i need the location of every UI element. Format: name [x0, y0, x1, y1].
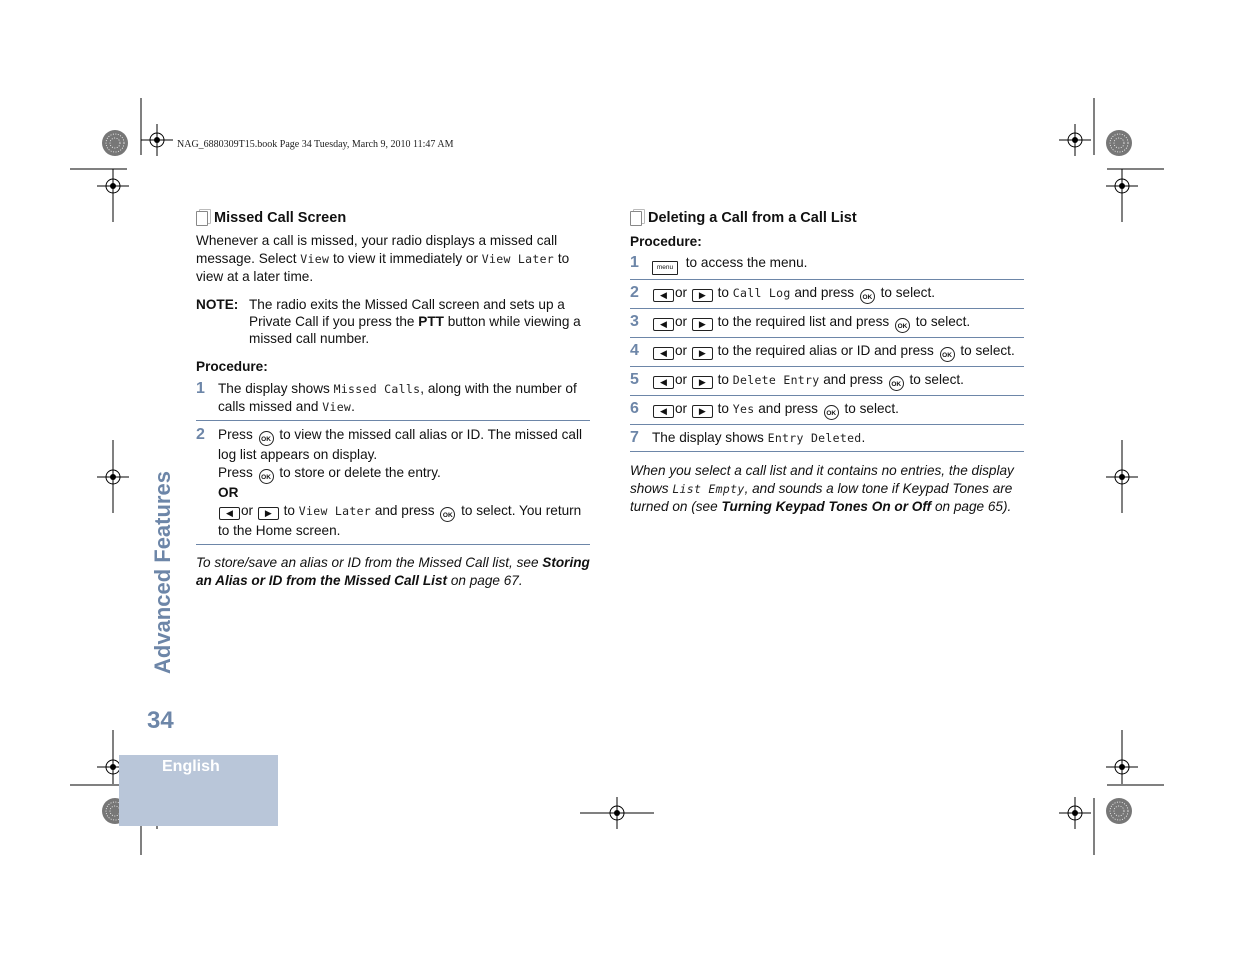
ok-button-icon: OK: [259, 469, 274, 484]
right-arrow-key-icon: ▶: [692, 318, 713, 331]
step-number: 7: [630, 429, 639, 446]
step-text-part: and press: [823, 372, 883, 387]
ok-button-icon: OK: [259, 431, 274, 446]
section-icon: [630, 211, 642, 226]
step-number: 6: [630, 400, 639, 417]
step-text-part: and press: [794, 285, 855, 300]
step-text-part: to the required alias or ID and press: [717, 343, 934, 358]
list-item: [196, 426, 590, 545]
display-text-view: View: [300, 252, 330, 266]
left-arrow-key-icon: ◀: [653, 405, 674, 418]
ok-button-icon: OK: [940, 347, 955, 362]
left-arrow-key-icon: ◀: [653, 289, 674, 302]
step-number: 3: [630, 313, 639, 330]
ok-button-icon: OK: [860, 289, 875, 304]
step-text: [652, 400, 1024, 420]
ok-button-icon: OK: [895, 318, 910, 333]
step-text-part: to: [283, 503, 295, 518]
list-item: [630, 371, 1024, 396]
step-text-part: and press: [758, 401, 818, 416]
note-text-part: button while viewing a missed call number.: [249, 314, 581, 346]
list-item: [630, 254, 1024, 280]
step-text-part: Press: [218, 465, 253, 480]
left-arrow-key-icon: ◀: [653, 347, 674, 360]
left-column: [196, 210, 590, 590]
step-text-part: , along with the number of calls missed and: [218, 381, 577, 414]
step-text-part: or: [241, 503, 254, 518]
footer-text: on page 67.: [447, 573, 523, 588]
left-arrow-key-icon: ◀: [653, 376, 674, 389]
step-number: 2: [196, 426, 205, 443]
starburst-mark: [102, 130, 128, 156]
step-text: [652, 342, 1024, 362]
left-arrow-key-icon: ◀: [219, 507, 240, 520]
step-text-part: to select. You return to the Home screen.: [218, 503, 582, 538]
step-text: [218, 426, 590, 540]
step-text: [652, 284, 1024, 304]
step-text-part: .: [351, 399, 355, 414]
display-text-view-later: View Later: [481, 252, 555, 266]
note-block: [196, 296, 590, 347]
step-text-part: to view the missed call alias or ID. The missed call log list appears on display.: [218, 427, 583, 462]
footer-note: [630, 462, 1024, 516]
step-number: 1: [630, 254, 639, 271]
starburst-mark: [1106, 798, 1132, 824]
step-number: 5: [630, 371, 639, 388]
page-header: NAG_6880309T15.book Page 34 Tuesday, March 9, 2010 11:47 AM: [177, 139, 454, 150]
section-icon: [196, 211, 208, 226]
note-label: NOTE:: [196, 297, 239, 312]
note-text: [249, 296, 590, 347]
display-text-missed-calls: Missed Calls: [333, 382, 421, 396]
display-text-view-later: View Later: [298, 504, 372, 518]
step-text-part: and press: [374, 503, 435, 518]
crosshair-mark: [141, 124, 173, 156]
procedure-label: Procedure:: [630, 234, 702, 249]
ok-button-icon: OK: [889, 376, 904, 391]
section-title: [196, 210, 590, 226]
intro-text: to view at a later time.: [196, 251, 570, 284]
right-arrow-key-icon: ▶: [692, 376, 713, 389]
note-text-part: The radio exits the Missed Call screen and sets up a Private Call if you press the: [249, 297, 565, 329]
left-arrow-key-icon: ◀: [653, 318, 674, 331]
step-text-part: to select.: [915, 314, 971, 329]
step-text-part: to: [717, 401, 729, 416]
step-text-part: The display shows: [652, 430, 768, 445]
display-text-list-empty: List Empty: [672, 482, 745, 496]
section-title: [630, 210, 1024, 226]
right-arrow-key-icon: ▶: [258, 507, 279, 520]
display-text-yes: Yes: [732, 402, 755, 416]
step-text-part: to select.: [960, 343, 1015, 358]
step-text-part: to select.: [844, 401, 899, 416]
or-label: OR: [218, 485, 239, 500]
section-side-label: Advanced Features: [150, 471, 175, 674]
cross-reference-link[interactable]: Turning Keypad Tones On or Off: [721, 499, 932, 514]
language-label: English: [162, 758, 220, 775]
display-text-delete-entry: Delete Entry: [732, 373, 820, 387]
step-text-part: to the required list and press: [717, 314, 890, 329]
crosshair-mark: [1059, 797, 1091, 829]
display-text-entry-deleted: Entry Deleted: [767, 431, 862, 445]
display-text-call-log: Call Log: [732, 286, 791, 300]
list-item: [630, 313, 1024, 338]
intro-text: Whenever a call is missed, your radio displays a missed call message. Select: [196, 233, 558, 266]
list-item: [630, 342, 1024, 367]
ptt-label: PTT: [418, 314, 444, 329]
footer-text: To store/save an alias or ID from the Missed Call list, see: [196, 555, 543, 570]
footer-text: on page 65).: [931, 499, 1012, 514]
step-text-part: .: [861, 430, 866, 445]
list-item: [196, 380, 590, 421]
cross-reference-link[interactable]: Storing an Alias or ID from the Missed Call List: [196, 555, 590, 588]
list-item: [630, 429, 1024, 452]
list-item: [630, 284, 1024, 309]
step-text: [218, 380, 590, 416]
step-number: 4: [630, 342, 639, 359]
right-column: [630, 210, 1024, 516]
right-arrow-key-icon: ▶: [692, 347, 713, 360]
step-text-part: to: [717, 285, 729, 300]
ok-button-icon: OK: [440, 507, 455, 522]
intro-paragraph: [196, 232, 590, 286]
step-text: [652, 254, 1024, 275]
step-number: 1: [196, 380, 205, 397]
missed-call-screen-title: Missed Call Screen: [214, 210, 347, 226]
step-text: [652, 313, 1024, 333]
step-text-part: to access the menu.: [685, 255, 808, 270]
step-text: [652, 371, 1024, 391]
step-text-part: or: [675, 314, 688, 329]
menu-key-icon: menu: [652, 261, 678, 275]
procedure-label: Procedure:: [196, 359, 268, 374]
step-number: 2: [630, 284, 639, 301]
step-text-part: to select.: [880, 285, 936, 300]
ok-button-icon: OK: [824, 405, 839, 420]
step-text-part: or: [675, 401, 688, 416]
step-text-part: Press: [218, 427, 253, 442]
deleting-call-title: Deleting a Call from a Call List: [648, 210, 857, 226]
display-text-view: View: [322, 400, 352, 414]
starburst-mark: [1106, 130, 1132, 156]
footer-note: [196, 554, 590, 590]
right-arrow-key-icon: ▶: [692, 289, 713, 302]
step-text-part: to: [717, 372, 729, 387]
language-tab: [119, 755, 278, 826]
footer-text: When you select a call list and it contains no entries, the display shows: [630, 463, 1014, 496]
list-item: [630, 400, 1024, 425]
page-number: 34: [147, 707, 174, 734]
step-text-part: or: [675, 372, 688, 387]
crosshair-mark: [1059, 124, 1091, 156]
step-text: [652, 429, 1024, 447]
step-text-part: or: [675, 285, 688, 300]
step-text-part: to select.: [909, 372, 964, 387]
right-arrow-key-icon: ▶: [692, 405, 713, 418]
footer-text: , and sounds a low tone if Keypad Tones are turned on (see: [630, 481, 1013, 514]
step-text-part: to store or delete the entry.: [279, 465, 441, 480]
step-text-part: or: [675, 343, 688, 358]
intro-text: to view it immediately or: [329, 251, 482, 266]
step-text-part: The display shows: [218, 381, 334, 396]
